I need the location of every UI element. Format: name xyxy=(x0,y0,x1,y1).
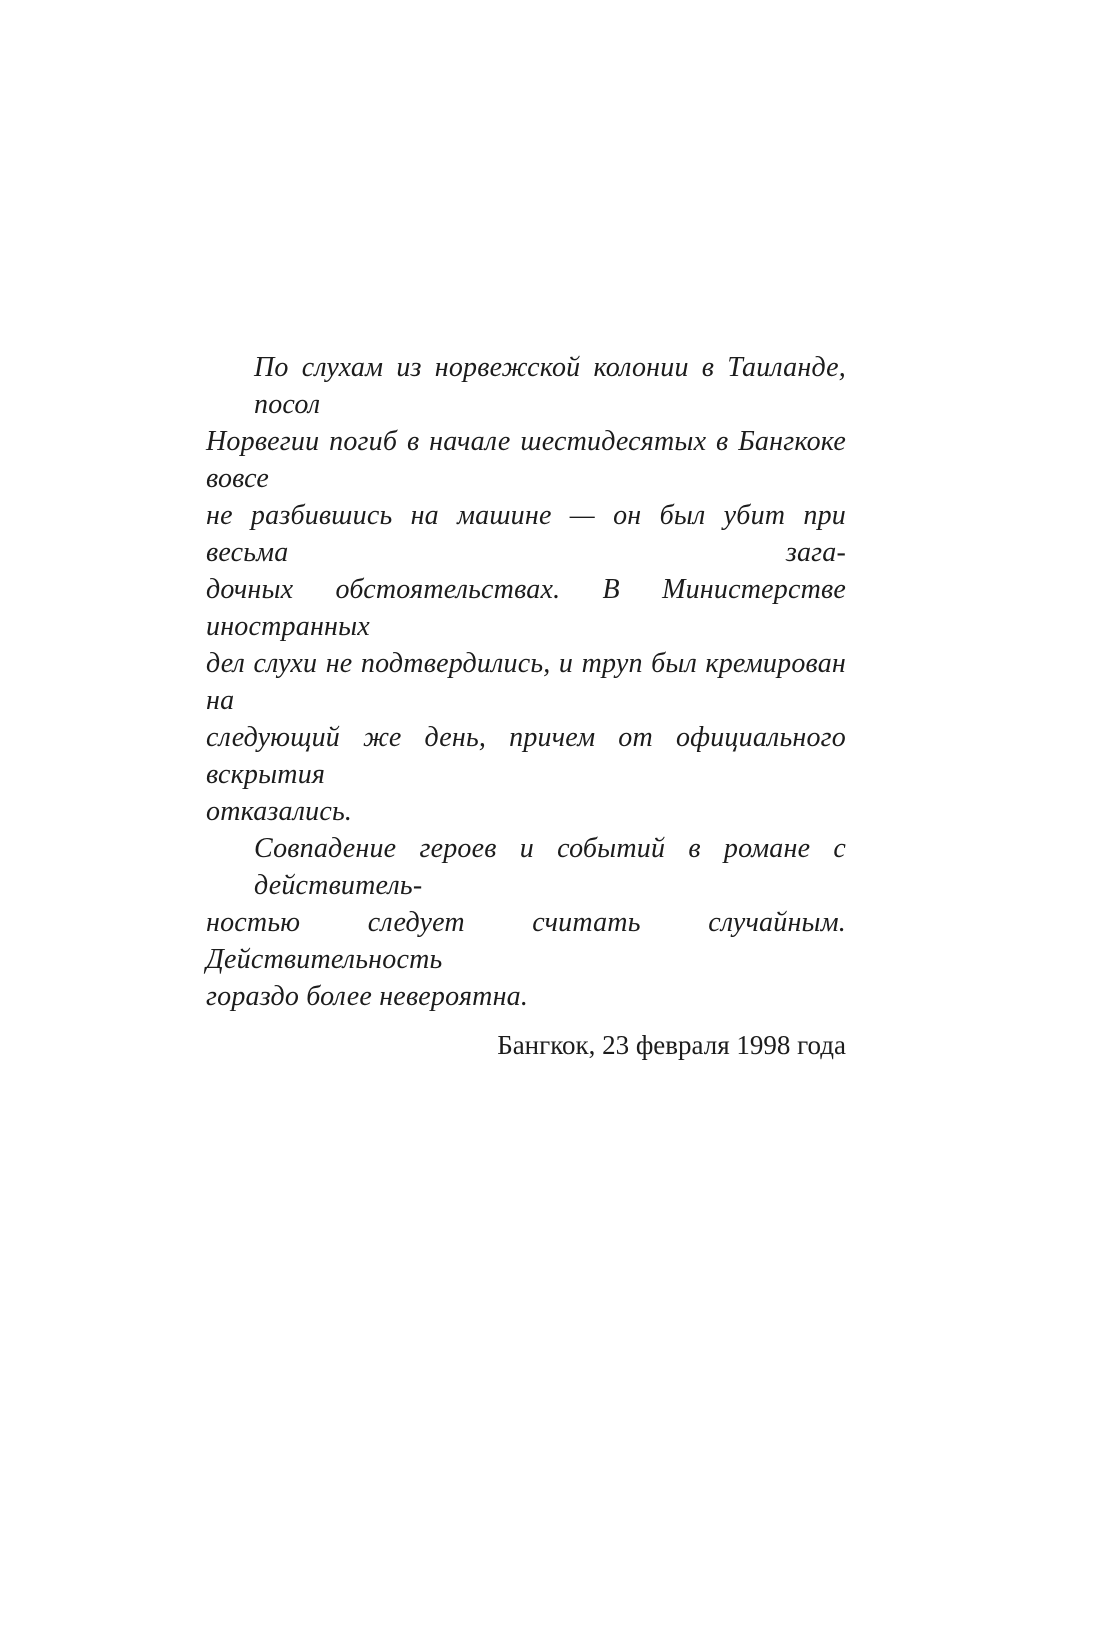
epigraph-paragraph xyxy=(206,830,846,1015)
epigraph-block xyxy=(206,349,846,1064)
epigraph-line: Норвегии погиб в начале шестидесятых в Бангкоке вовсе xyxy=(206,426,846,494)
epigraph-line: ностью следует считать случайным. Действительность xyxy=(206,907,846,975)
epigraph-line: По слухам из норвежской колонии в Таиланде, посол xyxy=(254,352,846,420)
epigraph-paragraph xyxy=(206,349,846,830)
signature-dateline: Бангкок, 23 февраля 1998 года xyxy=(497,1030,846,1060)
epigraph-line: Совпадение героев и событий в романе с действитель- xyxy=(254,833,846,901)
epigraph-line: отказались. xyxy=(206,796,353,827)
epigraph-line: следующий же день, причем от официального вскрытия xyxy=(206,722,846,790)
epigraph-line: дел слухи не подтвердились, и труп был кремирован на xyxy=(206,648,846,716)
epigraph-line: дочных обстоятельствах. В Министерстве иностранных xyxy=(206,574,846,642)
epigraph-line: не разбившись на машине — он был убит при весьма зага- xyxy=(206,500,846,568)
epigraph-paragraphs xyxy=(206,349,846,1015)
epigraph-line: гораздо более невероятна. xyxy=(206,981,529,1012)
